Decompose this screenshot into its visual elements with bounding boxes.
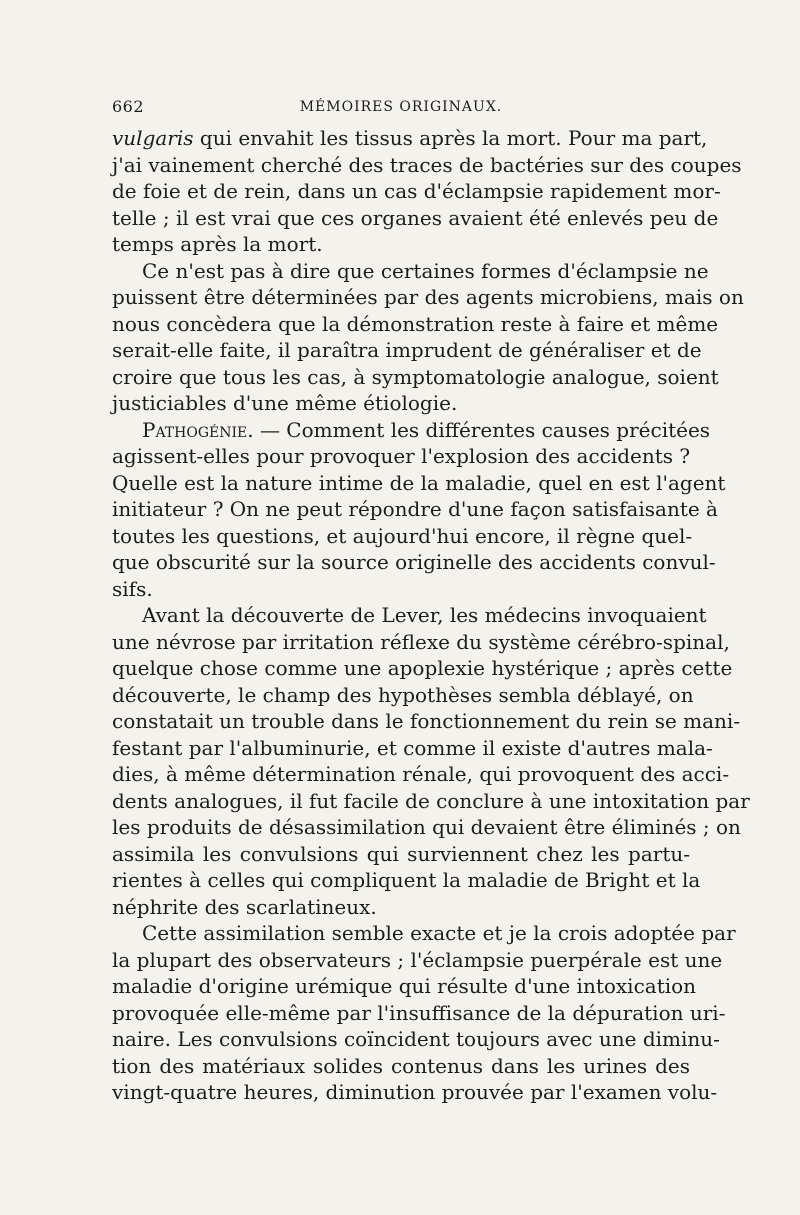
- text-line: nous concèdera que la démonstration reste à faire et même: [112, 311, 719, 336]
- text-line: tion des matériaux solides contenus dans les urines des: [112, 1053, 690, 1078]
- text-line: la plupart des observateurs ; l'éclampsie puerpérale est une: [112, 947, 723, 972]
- text-line: justiciables d'une même étiologie.: [112, 391, 458, 415]
- text-line: découverte, le champ des hypothèses sembla déblayé, on: [112, 682, 694, 707]
- text-line: constatait un trouble dans le fonctionnement du rein se mani-: [112, 709, 741, 733]
- book-page: [112, 97, 750, 1106]
- text-line: naire. Les convulsions coïncident toujours avec une diminu-: [112, 1027, 720, 1051]
- text-line: une névrose par irritation réflexe du système cérébro-spinal,: [112, 629, 730, 654]
- text-line: provoquée elle-même par l'insuffisance de la dépuration uri-: [112, 1000, 726, 1025]
- text-line: initiateur ? On ne peut répondre d'une façon satisfaisante à: [112, 497, 718, 521]
- text-line: serait-elle faite, il paraîtra imprudent de généraliser et de: [112, 338, 702, 362]
- text-line: néphrite des scarlatineux.: [112, 894, 377, 919]
- text-line: quelque chose comme une apoplexie hystérique ; après cette: [112, 656, 733, 680]
- text-line: rientes à celles qui compliquent la maladie de Bright et la: [112, 868, 701, 892]
- paragraph-1: [112, 125, 742, 258]
- running-title: MÉMOIRES ORIGINAUX.: [299, 99, 503, 115]
- text-line: toutes les questions, et aujourd'hui encore, il règne quel-: [112, 523, 693, 548]
- text-line: dents analogues, il fut facile de conclure à une intoxitation par: [112, 788, 750, 813]
- text-line: Pathogénie. — Comment les différentes causes précitées: [142, 417, 711, 442]
- text-line: Quelle est la nature intime de la maladie, quel en est l'agent: [112, 470, 726, 495]
- running-head: [112, 97, 690, 125]
- text-line: puissent être déterminées par des agents microbiens, mais on: [112, 285, 744, 309]
- paragraph-3: [112, 417, 726, 603]
- paragraph-5: [112, 920, 736, 1106]
- page-number: 662: [112, 97, 145, 116]
- section-heading: Pathogénie.: [142, 417, 254, 442]
- text-line: sifs.: [112, 576, 153, 601]
- text-line: festant par l'albuminurie, et comme il existe d'autres mala-: [112, 735, 713, 760]
- text-line: telle ; il est vrai que ces organes avaient été enlevés peu de: [112, 205, 719, 230]
- text-line: que obscurité sur la source originelle des accidents convul-: [112, 550, 716, 574]
- italic-term: vulgaris: [112, 126, 194, 150]
- text-line: temps après la mort.: [112, 232, 323, 256]
- text-line: Cette assimilation semble exacte et je la crois adoptée par: [142, 921, 736, 945]
- text-line: de foie et de rein, dans un cas d'éclampsie rapidement mor-: [112, 179, 721, 203]
- text-line: maladie d'origine urémique qui résulte d'une intoxication: [112, 974, 697, 998]
- text-line: croire que tous les cas, à symptomatologie analogue, soient: [112, 364, 719, 389]
- text-line: Avant la découverte de Lever, les médecins invoquaient: [142, 603, 707, 627]
- text-line: assimila les convulsions qui surviennent chez les partu-: [112, 841, 690, 866]
- text-line: j'ai vainement cherché des traces de bactéries sur des coupes: [112, 152, 742, 177]
- text-line: les produits de désassimilation qui devaient être éliminés ; on: [112, 815, 741, 839]
- text-line: vingt-quatre heures, diminution prouvée par l'examen volu-: [112, 1080, 718, 1104]
- text-line: agissent-elles pour provoquer l'explosion des accidents ?: [112, 444, 691, 468]
- text-line: Ce n'est pas à dire que certaines formes d'éclampsie ne: [142, 258, 709, 283]
- paragraph-4: [112, 602, 750, 920]
- text-line: vulgaris qui envahit les tissus après la mort. Pour ma part,: [112, 126, 708, 150]
- text-line: dies, à même détermination rénale, qui provoquent des acci-: [112, 762, 730, 786]
- body-text: [112, 125, 750, 1106]
- paragraph-2: [112, 258, 744, 417]
